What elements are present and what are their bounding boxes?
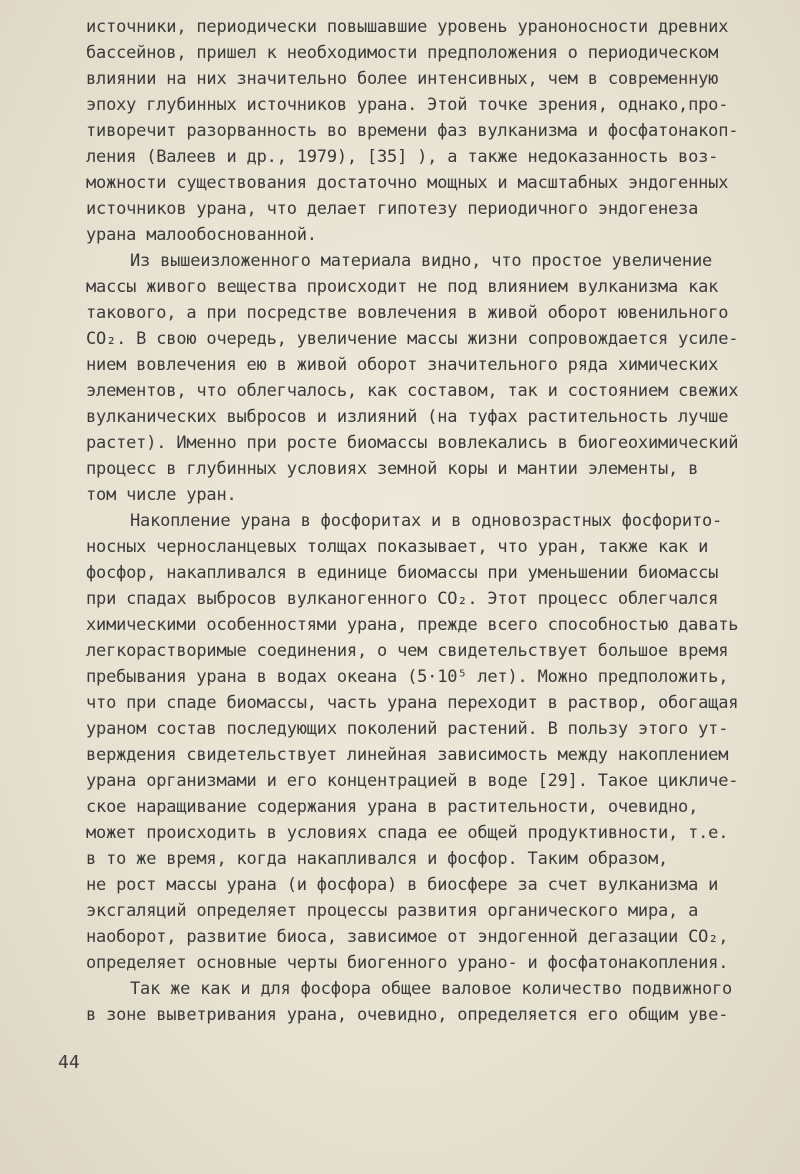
text-line: ления (Валеев и др., 1979), [35] ), а также недоказанность воз- <box>86 147 719 167</box>
text-line: ураном состав последующих поколений растений. В пользу этого ут- <box>86 719 729 739</box>
text-line: влиянии на них значительно более интенсивных, чем в современную <box>86 69 719 89</box>
text-line: источников урана, что делает гипотезу периодичного эндогенеза <box>86 199 699 219</box>
text-line: верждения свидетельствует линейная зависимость между накоплением <box>86 745 729 765</box>
text-line: элементов, что облегчалось, как составом, так и состоянием свежих <box>86 381 739 401</box>
text-line: такового, а при посредстве вовлечения в живой оборот ювенильного <box>86 303 729 323</box>
text-line: носных черносланцевых толщах показывает, что уран, также как и <box>86 537 709 557</box>
text-line: ское наращивание содержания урана в растительности, очевидно, <box>86 797 699 817</box>
text-line: Так же как и для фосфора общее валовое количество подвижного <box>130 979 733 999</box>
text-line: легкорастворимые соединения, о чем свидетельствует большое время <box>86 641 729 661</box>
text-line: эксгаляций определяет процессы развития органического мира, а <box>86 901 699 921</box>
text-line: бассейнов, пришел к необходимости предположения о периодическом <box>86 43 719 63</box>
text-line: урана организмами и его концентрацией в воде [29]. Такое цикличе- <box>86 771 739 791</box>
text-line: эпоху глубинных источников урана. Этой точке зрения, однако,про- <box>86 95 729 115</box>
text-line: в то же время, когда накапливался и фосфор. Таким образом, <box>86 849 669 869</box>
text-line: Накопление урана в фосфоритах и в одновозрастных фосфорито- <box>130 511 723 531</box>
text-line: можности существования достаточно мощных и масштабных эндогенных <box>86 173 729 193</box>
text-line: химическими особенностями урана, прежде всего способностью давать <box>86 615 739 635</box>
text-line: нием вовлечения ею в живой оборот значительного ряда химических <box>86 355 719 375</box>
text-line: в зоне выветривания урана, очевидно, определяется его общим уве- <box>86 1005 729 1025</box>
text-line: растет). Именно при росте биомассы вовлекались в биогеохимический <box>86 433 739 453</box>
text-line: массы живого вещества происходит не под влиянием вулканизма как <box>86 277 719 297</box>
main-text <box>86 14 776 1028</box>
text-line: CO₂. В свою очередь, увеличение массы жизни сопровождается усиле- <box>86 329 739 349</box>
text-line: не рост массы урана (и фосфора) в биосфере за счет вулканизма и <box>86 875 719 895</box>
page-number: 44 <box>58 1052 80 1073</box>
text-line: может происходить в условиях спада ее общей продуктивности, т.е. <box>86 823 729 843</box>
text-line: тиворечит разорванность во времени фаз вулканизма и фосфатонакоп- <box>86 121 739 141</box>
text-line: при спадах выбросов вулканогенного CO₂. Этот процесс облегчался <box>86 589 719 609</box>
text-line: что при спаде биомассы, часть урана переходит в раствор, обогащая <box>86 693 739 713</box>
text-line: том числе уран. <box>86 485 237 505</box>
text-line: фосфор, накапливался в единице биомассы при уменьшении биомассы <box>86 563 719 583</box>
text-line: источники, периодически повышавшие уровень ураноносности древних <box>86 17 729 37</box>
text-line: вулканических выбросов и излияний (на туфах растительность лучше <box>86 407 729 427</box>
text-line: урана малообоснованной. <box>86 225 317 245</box>
text-line: пребывания урана в водах океана (5·10⁵ лет). Можно предположить, <box>86 667 729 687</box>
text-line: Из вышеизложенного материала видно, что простое увеличение <box>130 251 713 271</box>
text-line: определяет основные черты биогенного урано- и фосфатонакопления. <box>86 953 729 973</box>
text-line: процесс в глубинных условиях земной коры и мантии элементы, в <box>86 459 699 479</box>
text-line: наоборот, развитие биоса, зависимое от эндогенной дегазации CO₂, <box>86 927 729 947</box>
